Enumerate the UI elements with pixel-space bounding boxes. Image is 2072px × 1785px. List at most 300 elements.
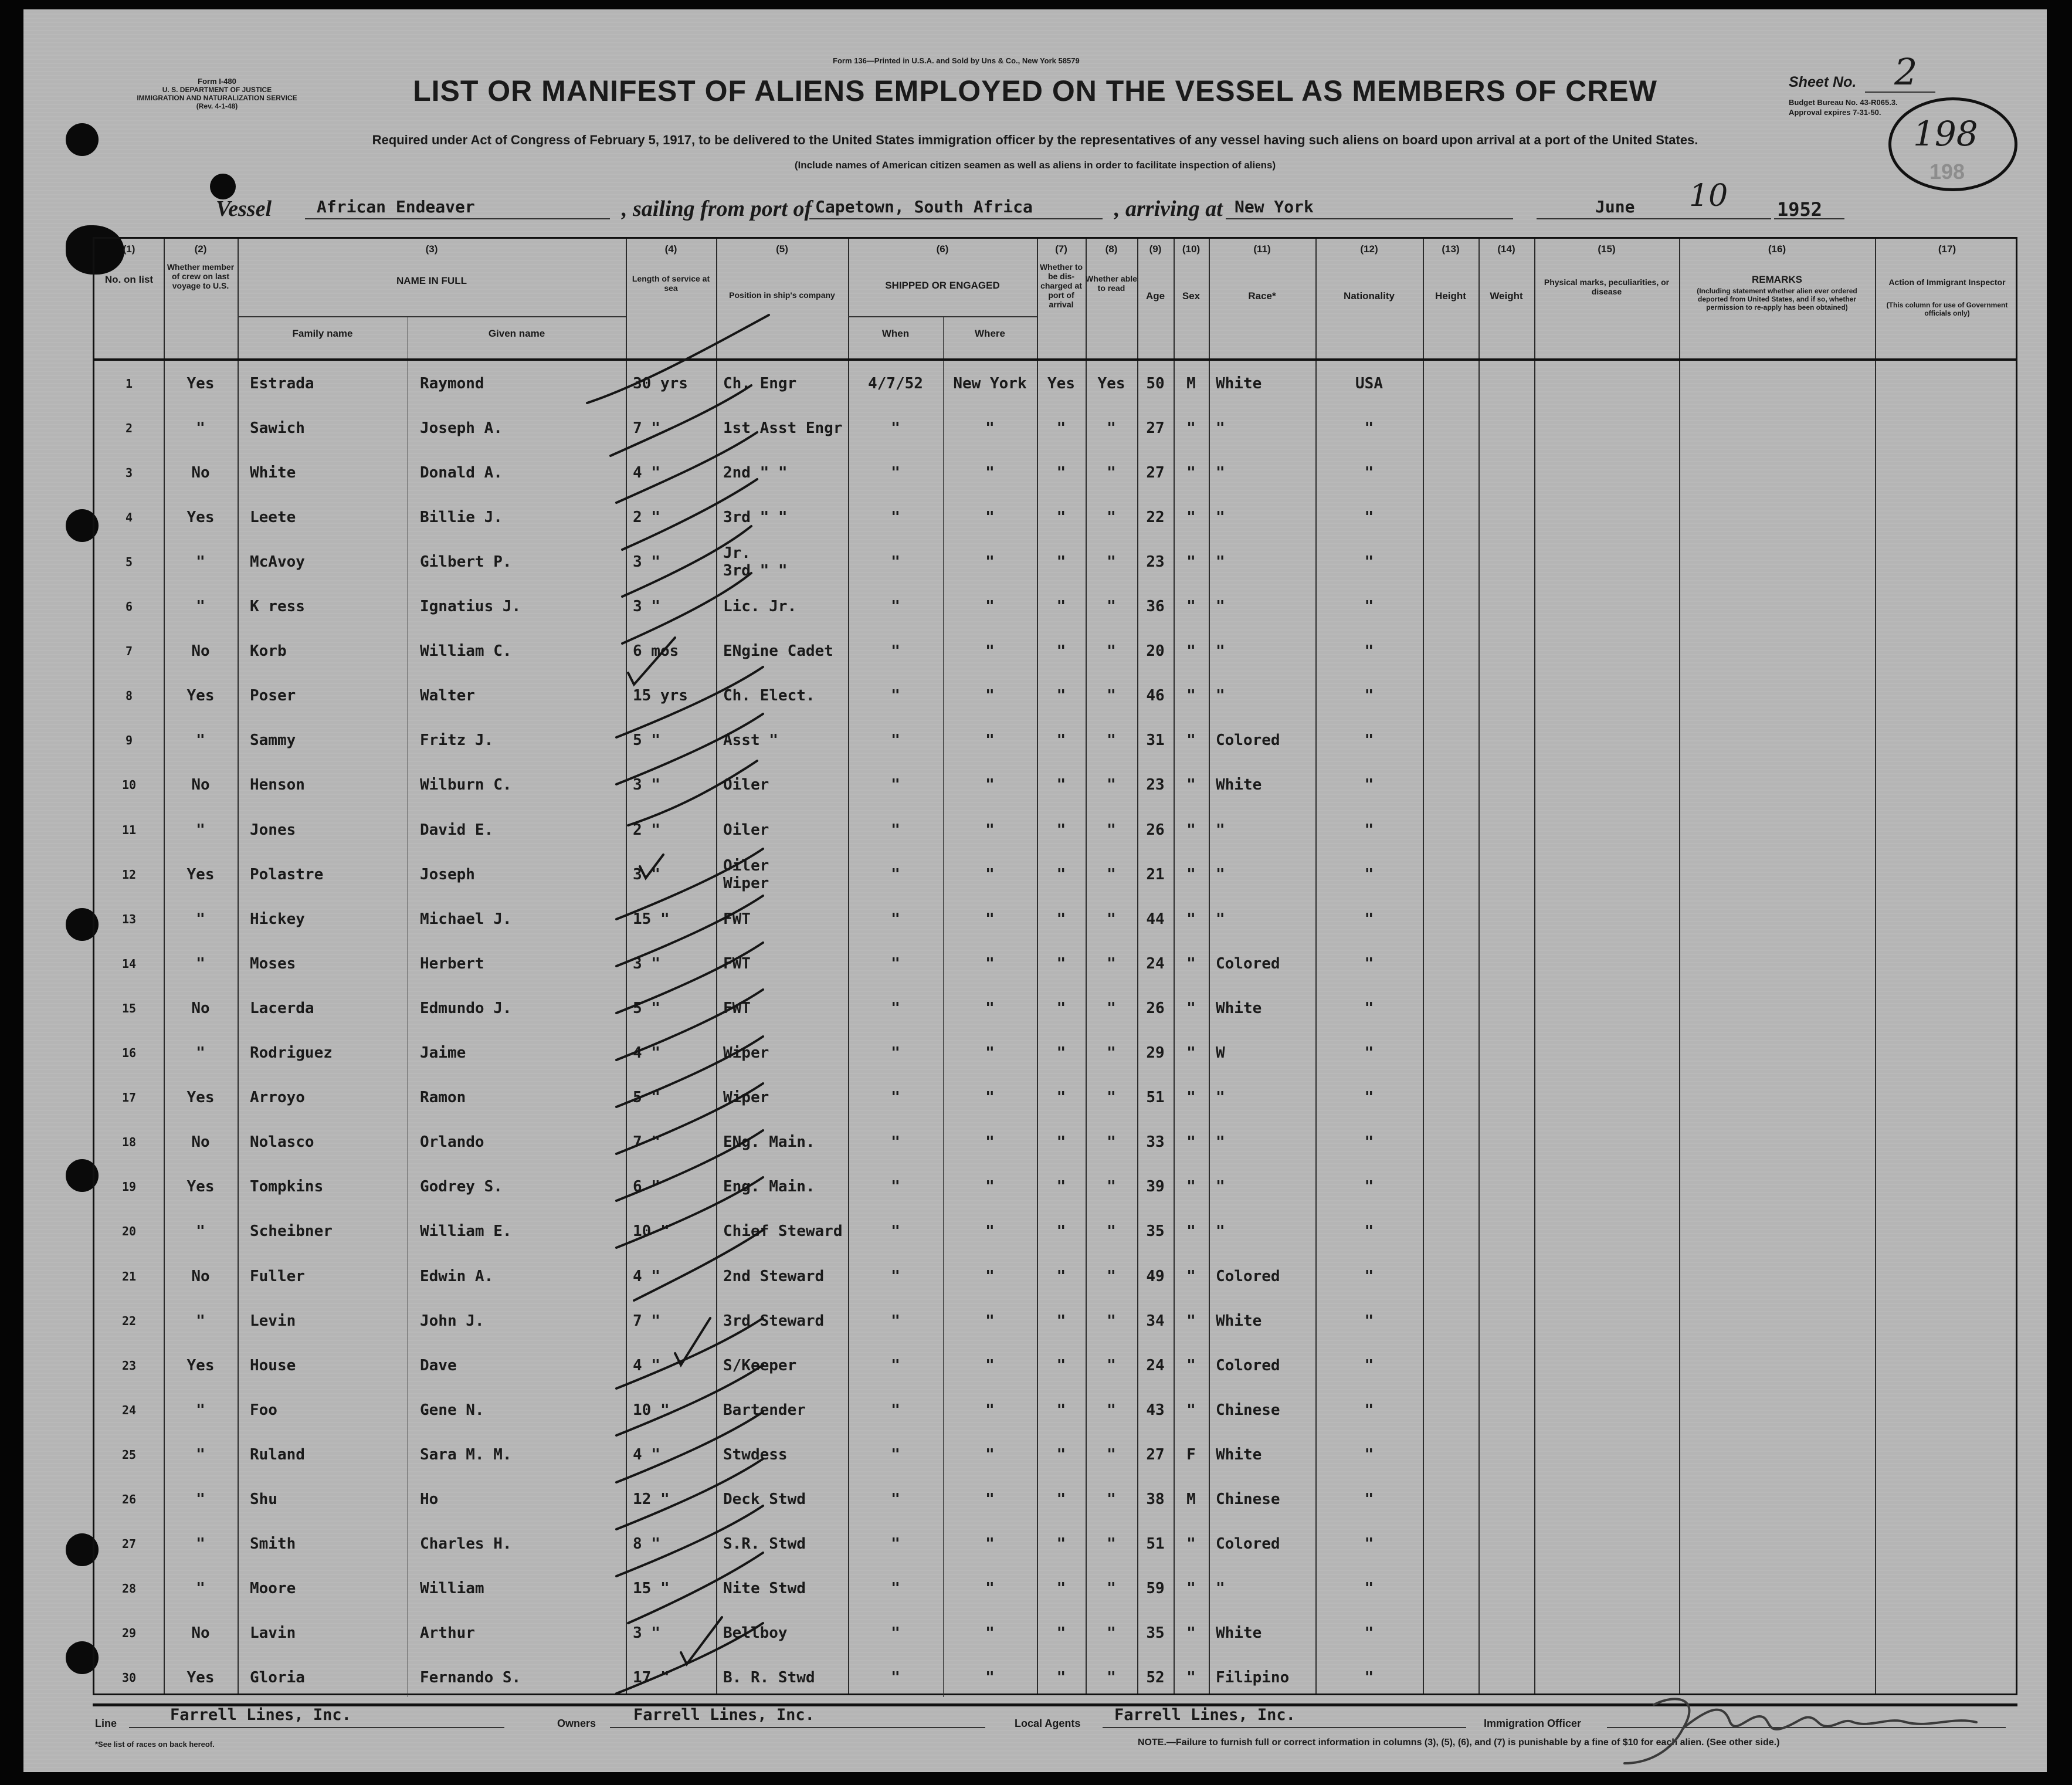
length-of-service-cell: 3 " <box>633 553 660 571</box>
row-number: 5 <box>125 554 133 569</box>
discharged-cell: " <box>1056 1133 1066 1151</box>
position-cell: ENg. Main. <box>723 1133 815 1151</box>
shipped-when-cell: " <box>891 1669 900 1687</box>
family-name-cell: Polastre <box>250 865 324 883</box>
family-name-cell: Rodriguez <box>250 1044 333 1062</box>
position-cell: Lic. Jr. <box>723 598 797 615</box>
row-number: 11 <box>121 822 137 837</box>
sheet-no-underline <box>1865 92 1935 93</box>
family-name-cell: McAvoy <box>250 553 305 571</box>
stamped-page-number: 198 <box>1929 160 1965 184</box>
length-of-service-cell: 7 " <box>633 419 660 437</box>
sex-cell: " <box>1186 1580 1196 1598</box>
handwritten-page-number: 198 <box>1913 114 1978 154</box>
age-cell: 23 <box>1146 776 1165 794</box>
sex-cell: " <box>1186 508 1196 526</box>
age-cell: 27 <box>1146 419 1165 437</box>
include-note: (Include names of American citizen seamen as well as aliens in order to facilitate inspection of aliens) <box>794 160 1276 171</box>
family-name-cell: Sawich <box>250 419 305 437</box>
discharged-cell: " <box>1056 419 1066 437</box>
nationality-cell: " <box>1364 1267 1374 1285</box>
discharged-cell: " <box>1056 1535 1066 1553</box>
race-cell: " <box>1216 598 1225 615</box>
length-of-service-cell: 7 " <box>633 1133 660 1151</box>
position-cell: S.R. Stwd <box>723 1535 806 1553</box>
position-cell: Wiper <box>723 1089 769 1107</box>
position-cell: Asst " <box>723 731 778 750</box>
age-cell: 46 <box>1146 687 1165 705</box>
race-cell: " <box>1216 687 1225 705</box>
discharged-cell: " <box>1056 1580 1066 1598</box>
length-of-service-cell: 3 " <box>633 598 660 615</box>
family-name-cell: Ruland <box>250 1445 305 1464</box>
last-voyage-cell: No <box>191 999 210 1017</box>
vessel-underline <box>305 218 610 219</box>
discharged-cell: " <box>1056 508 1066 526</box>
able-to-read-cell: " <box>1107 419 1116 437</box>
shipped-where-cell: " <box>985 508 995 526</box>
age-cell: 26 <box>1146 821 1165 839</box>
sex-cell: " <box>1186 999 1196 1017</box>
discharged-cell: " <box>1056 1445 1066 1464</box>
col-num-16: (16) <box>1768 243 1786 255</box>
table-row <box>94 1254 2016 1299</box>
table-row <box>94 539 2016 584</box>
last-voyage-cell: " <box>196 1312 205 1330</box>
col-where: Where <box>975 328 1005 339</box>
age-cell: 31 <box>1146 731 1165 750</box>
nationality-cell: " <box>1364 1178 1374 1196</box>
race-cell: " <box>1216 553 1225 571</box>
last-voyage-cell: " <box>196 553 205 571</box>
family-name-cell: Scheibner <box>250 1222 333 1241</box>
able-to-read-cell: " <box>1107 1624 1116 1642</box>
age-cell: 34 <box>1146 1312 1165 1330</box>
table-row <box>94 941 2016 986</box>
position-cell: Oiler <box>723 821 769 839</box>
table-row <box>94 629 2016 674</box>
able-to-read-cell: " <box>1107 1356 1116 1374</box>
family-name-cell: Korb <box>250 642 287 661</box>
nationality-cell: " <box>1364 687 1374 705</box>
shipped-when-cell: " <box>891 910 900 928</box>
row-number: 24 <box>121 1403 137 1417</box>
table-row <box>94 450 2016 495</box>
nationality-cell: " <box>1364 1356 1374 1374</box>
family-name-cell: Gloria <box>250 1669 305 1687</box>
arrival-month: June <box>1595 197 1635 216</box>
table-row <box>94 584 2016 629</box>
shipped-where-cell: " <box>985 687 995 705</box>
position-line: Wiper <box>723 874 769 892</box>
age-cell: 23 <box>1146 553 1165 571</box>
service: IMMIGRATION AND NATURALIZATION SERVICE <box>137 94 297 102</box>
age-cell: 21 <box>1146 865 1165 883</box>
family-name-cell: Foo <box>250 1401 277 1419</box>
length-of-service-cell: 8 " <box>633 1535 660 1553</box>
given-name-cell: Arthur <box>420 1624 475 1642</box>
shipped-where-cell: " <box>985 954 995 973</box>
race-cell: " <box>1216 642 1225 661</box>
col-num-1: (1) <box>123 243 135 255</box>
position-cell: Wiper <box>723 1044 769 1062</box>
shipped-when-cell: " <box>891 1222 900 1241</box>
length-of-service-cell: 15 " <box>633 1580 670 1598</box>
sex-cell: " <box>1186 598 1196 615</box>
table-row <box>94 673 2016 719</box>
nationality-cell: " <box>1364 821 1374 839</box>
sex-cell: " <box>1186 1356 1196 1374</box>
local-agents-label: Local Agents <box>1015 1718 1081 1729</box>
position-cell: 3rd Steward <box>723 1312 825 1330</box>
race-cell: " <box>1216 508 1225 526</box>
approval-expires: Approval expires 7-31-50. <box>1789 108 1881 117</box>
row-number: 23 <box>121 1358 137 1373</box>
shipped-where-cell: " <box>985 731 995 750</box>
discharged-cell: " <box>1056 1222 1066 1241</box>
age-cell: 43 <box>1146 1401 1165 1419</box>
sex-cell: " <box>1186 821 1196 839</box>
given-name-cell: Walter <box>420 687 475 705</box>
nationality-cell: " <box>1364 1445 1374 1464</box>
sex-cell: " <box>1186 642 1196 661</box>
shipped-where-cell: " <box>985 642 995 661</box>
table-row <box>94 1120 2016 1165</box>
table-row <box>94 405 2016 451</box>
shipped-when-cell: " <box>891 821 900 839</box>
col-weight: Weight <box>1490 290 1523 302</box>
nationality-cell: " <box>1364 598 1374 615</box>
shipped-when-cell: " <box>891 687 900 705</box>
last-voyage-cell: " <box>196 1491 205 1508</box>
shipped-where-cell: " <box>985 776 995 794</box>
race-cell: White <box>1216 999 1262 1017</box>
crew-table <box>93 237 2017 1695</box>
col-action-inspector: Action of Immigrant Inspector <box>1888 277 2006 287</box>
able-to-read-cell: " <box>1107 865 1116 883</box>
col-num-8: (8) <box>1105 243 1118 255</box>
row-number: 10 <box>121 778 137 792</box>
discharged-cell: " <box>1056 731 1066 750</box>
table-row <box>94 1164 2016 1210</box>
given-name-cell: Charles H. <box>420 1535 512 1553</box>
last-voyage-cell: Yes <box>186 865 215 883</box>
row-number: 2 <box>125 421 133 435</box>
family-name-cell: Hickey <box>250 910 305 928</box>
race-cell: " <box>1216 1222 1225 1241</box>
last-voyage-cell: " <box>196 1535 205 1553</box>
row-number: 30 <box>121 1671 137 1685</box>
col-age: Age <box>1145 290 1165 302</box>
discharged-cell: " <box>1056 1624 1066 1642</box>
length-of-service-cell: 5 " <box>633 999 660 1017</box>
length-of-service-cell: 10 " <box>633 1222 670 1241</box>
table-row <box>94 852 2016 897</box>
length-of-service-cell: 3 " <box>633 954 660 973</box>
given-name-cell: Herbert <box>420 954 484 973</box>
race-cell: " <box>1216 1133 1225 1151</box>
age-cell: 26 <box>1146 999 1165 1017</box>
check-marks <box>575 309 822 1705</box>
discharged-cell: " <box>1056 1312 1066 1330</box>
family-name-cell: Lavin <box>250 1624 296 1642</box>
nationality-cell: " <box>1364 1624 1374 1642</box>
age-cell: 36 <box>1146 598 1165 615</box>
col-member-last-voyage: Whether member of crew on last voyage to U.S. <box>167 262 235 290</box>
shipped-when-cell: " <box>891 954 900 973</box>
col-when: When <box>881 328 910 339</box>
table-row <box>94 896 2016 941</box>
able-to-read-cell: " <box>1107 910 1116 928</box>
last-voyage-cell: " <box>196 1445 205 1464</box>
line-underline <box>129 1727 504 1728</box>
position-cell: Deck Stwd <box>723 1491 806 1508</box>
position-cell: Nite Stwd <box>723 1580 806 1598</box>
table-row <box>94 1209 2016 1254</box>
able-to-read-cell: " <box>1107 1222 1116 1241</box>
discharged-cell: " <box>1056 687 1066 705</box>
row-number: 8 <box>125 689 133 703</box>
sex-cell: " <box>1186 1267 1196 1285</box>
family-name-cell: Tompkins <box>250 1178 324 1196</box>
table-row <box>94 1611 2016 1656</box>
age-cell: 59 <box>1146 1580 1165 1598</box>
shipped-when-cell: 4/7/52 <box>868 374 923 392</box>
last-voyage-cell: No <box>191 642 210 661</box>
col-race: Race* <box>1248 290 1276 302</box>
col-given-name: Given name <box>488 328 545 339</box>
given-name-cell: Donald A. <box>420 463 503 482</box>
given-name-cell: Orlando <box>420 1133 484 1151</box>
year-underline <box>1774 218 1844 219</box>
given-name-cell: William <box>420 1580 484 1598</box>
shipped-where-cell: " <box>985 419 995 437</box>
row-number: 6 <box>125 599 133 614</box>
age-cell: 29 <box>1146 1044 1165 1062</box>
age-cell: 27 <box>1146 1445 1165 1464</box>
shipped-when-cell: " <box>891 731 900 750</box>
row-number: 19 <box>121 1180 137 1194</box>
table-row <box>94 361 2016 406</box>
position-cell: S/Keeper <box>723 1356 797 1374</box>
family-name-cell: Shu <box>250 1491 277 1508</box>
last-voyage-cell: " <box>196 419 205 437</box>
family-name-cell: Levin <box>250 1312 296 1330</box>
row-number: 25 <box>121 1447 137 1462</box>
col-action-inspector-note: (This column for use of Government officials only) <box>1886 301 2008 317</box>
able-to-read-cell: " <box>1107 1267 1116 1285</box>
owners-label: Owners <box>557 1718 596 1729</box>
age-cell: 35 <box>1146 1222 1165 1241</box>
col-num-4: (4) <box>664 243 677 255</box>
position-cell: Ch. Engr <box>723 374 797 392</box>
nationality-cell: " <box>1364 954 1374 973</box>
given-name-cell: Edwin A. <box>420 1267 494 1285</box>
race-cell: Colored <box>1216 954 1280 973</box>
given-name-cell: Fritz J. <box>420 731 494 750</box>
position-line: Oiler <box>723 856 769 875</box>
able-to-read-cell: " <box>1107 1044 1116 1062</box>
race-cell: " <box>1216 463 1225 482</box>
printer-line: Form 136—Printed in U.S.A. and Sold by Uns & Co., New York 58579 <box>833 56 1080 65</box>
age-cell: 49 <box>1146 1267 1165 1285</box>
race-cell: " <box>1216 865 1225 883</box>
age-cell: 51 <box>1146 1089 1165 1107</box>
shipped-where-cell: " <box>985 1580 995 1598</box>
race-cell: Chinese <box>1216 1491 1280 1508</box>
month-underline <box>1537 218 1771 219</box>
able-to-read-cell: " <box>1107 1445 1116 1464</box>
sex-cell: " <box>1186 1133 1196 1151</box>
last-voyage-cell: Yes <box>186 508 215 526</box>
penalty-note: NOTE.—Failure to furnish full or correct information in columns (3), (5), (6), and (7) is punishable by a fine of $10 for each alien. (See other side.) <box>1138 1737 1780 1747</box>
able-to-read-cell: Yes <box>1097 374 1125 392</box>
given-name-cell: Ramon <box>420 1089 466 1107</box>
table-row <box>94 807 2016 852</box>
last-voyage-cell: No <box>191 463 210 482</box>
row-number: 3 <box>125 465 133 480</box>
last-voyage-cell: " <box>196 1222 205 1241</box>
shipped-where-cell: " <box>985 1312 995 1330</box>
sex-cell: " <box>1186 553 1196 571</box>
col-num-12: (12) <box>1360 243 1378 255</box>
sex-cell: " <box>1186 1089 1196 1107</box>
table-row <box>94 985 2016 1031</box>
table-row <box>94 718 2016 763</box>
shipped-where-cell: " <box>985 598 995 615</box>
sex-cell: " <box>1186 419 1196 437</box>
sheet-number: 2 <box>1894 50 1918 93</box>
subheader-rule <box>848 316 1037 317</box>
given-name-cell: Gilbert P. <box>420 553 512 571</box>
nationality-cell: " <box>1364 776 1374 794</box>
sex-cell: " <box>1186 1401 1196 1419</box>
able-to-read-cell: " <box>1107 776 1116 794</box>
sex-cell: " <box>1186 954 1196 973</box>
shipped-when-cell: " <box>891 508 900 526</box>
shipped-where-cell: " <box>985 553 995 571</box>
last-voyage-cell: " <box>196 910 205 928</box>
age-cell: 51 <box>1146 1535 1165 1553</box>
able-to-read-cell: " <box>1107 1491 1116 1508</box>
sex-cell: " <box>1186 1624 1196 1642</box>
able-to-read-cell: " <box>1107 731 1116 750</box>
discharged-cell: " <box>1056 1044 1066 1062</box>
col-shipped-engaged: SHIPPED OR ENGAGED <box>885 280 1000 291</box>
able-to-read-cell: " <box>1107 553 1116 571</box>
row-number: 13 <box>121 912 137 926</box>
family-name-cell: K ress <box>250 598 305 615</box>
given-name-cell: Raymond <box>420 374 484 392</box>
discharged-cell: " <box>1056 1401 1066 1419</box>
length-of-service-cell: 5 " <box>633 1089 660 1107</box>
col-family-name: Family name <box>292 328 353 339</box>
length-of-service-cell: 3 " <box>633 776 660 794</box>
col-able-to-read: Whether able to read <box>1086 274 1137 293</box>
row-number: 7 <box>125 644 133 659</box>
table-row <box>94 1075 2016 1120</box>
col-num-3: (3) <box>425 243 438 255</box>
row-number: 9 <box>125 733 133 748</box>
nationality-cell: " <box>1364 419 1374 437</box>
given-name-cell: David E. <box>420 821 494 839</box>
given-name-cell: Michael J. <box>420 910 512 928</box>
vessel-name: African Endeaver <box>317 197 475 216</box>
position-cell: 3rd " " <box>723 508 788 526</box>
table-row <box>94 494 2016 540</box>
last-voyage-cell: Yes <box>186 687 215 705</box>
discharged-cell: " <box>1056 1669 1066 1687</box>
col-num-14: (14) <box>1497 243 1515 255</box>
shipped-where-cell: " <box>985 1401 995 1419</box>
subheader-rule <box>238 316 626 317</box>
sex-cell: " <box>1186 1669 1196 1687</box>
shipped-when-cell: " <box>891 1178 900 1196</box>
sex-cell: " <box>1186 1535 1196 1553</box>
col-length-of-service: Length of service at sea <box>632 274 710 293</box>
nationality-cell: " <box>1364 1401 1374 1419</box>
given-name-cell: Dave <box>420 1356 457 1374</box>
sailing-port: Capetown, South Africa <box>815 197 1033 216</box>
revision: (Rev. 4-1-48) <box>196 102 238 110</box>
family-name-cell: Moore <box>250 1580 296 1598</box>
race-cell: W <box>1216 1044 1225 1062</box>
race-cell: " <box>1216 910 1225 928</box>
shipped-where-cell: New York <box>953 374 1027 392</box>
nationality-cell: " <box>1364 1535 1374 1553</box>
race-cell: Colored <box>1216 731 1280 750</box>
discharged-cell: " <box>1056 1491 1066 1508</box>
last-voyage-cell: No <box>191 1624 210 1642</box>
length-of-service-cell: 4 " <box>633 463 660 482</box>
family-name-cell: Moses <box>250 954 296 973</box>
race-footnote: *See list of races on back hereof. <box>95 1740 215 1749</box>
length-of-service-cell: 6 " <box>633 1178 660 1196</box>
sex-cell: " <box>1186 1044 1196 1062</box>
position-cell: B. R. Stwd <box>723 1669 815 1687</box>
shipped-when-cell: " <box>891 1624 900 1642</box>
length-of-service-cell: 10 " <box>633 1401 670 1419</box>
nationality-cell: " <box>1364 731 1374 750</box>
shipped-when-cell: " <box>891 463 900 482</box>
length-of-service-cell: 17 " <box>633 1669 670 1687</box>
given-name-cell: Jaime <box>420 1044 466 1062</box>
agents-underline <box>1103 1727 1466 1728</box>
shipped-when-cell: " <box>891 642 900 661</box>
able-to-read-cell: " <box>1107 1580 1116 1598</box>
family-name-cell: Leete <box>250 508 296 526</box>
sex-cell: F <box>1186 1445 1196 1464</box>
position-cell: Bellboy <box>723 1624 788 1642</box>
last-voyage-cell: " <box>196 731 205 750</box>
sex-cell: " <box>1186 776 1196 794</box>
last-voyage-cell: " <box>196 1580 205 1598</box>
age-cell: 27 <box>1146 463 1165 482</box>
discharged-cell: " <box>1056 999 1066 1017</box>
last-voyage-cell: " <box>196 1044 205 1062</box>
family-name-cell: Poser <box>250 687 296 705</box>
given-name-cell: John J. <box>420 1312 484 1330</box>
age-cell: 39 <box>1146 1178 1165 1196</box>
immigration-officer-label: Immigration Officer <box>1484 1718 1582 1729</box>
table-row <box>94 1566 2016 1611</box>
able-to-read-cell: " <box>1107 642 1116 661</box>
given-name-cell: Joseph <box>420 865 475 883</box>
col-physical-marks: Physical marks, peculiarities, or disease <box>1544 277 1670 296</box>
length-of-service-cell: 4 " <box>633 1356 660 1374</box>
given-name-cell: Billie J. <box>420 508 503 526</box>
able-to-read-cell: " <box>1107 1133 1116 1151</box>
